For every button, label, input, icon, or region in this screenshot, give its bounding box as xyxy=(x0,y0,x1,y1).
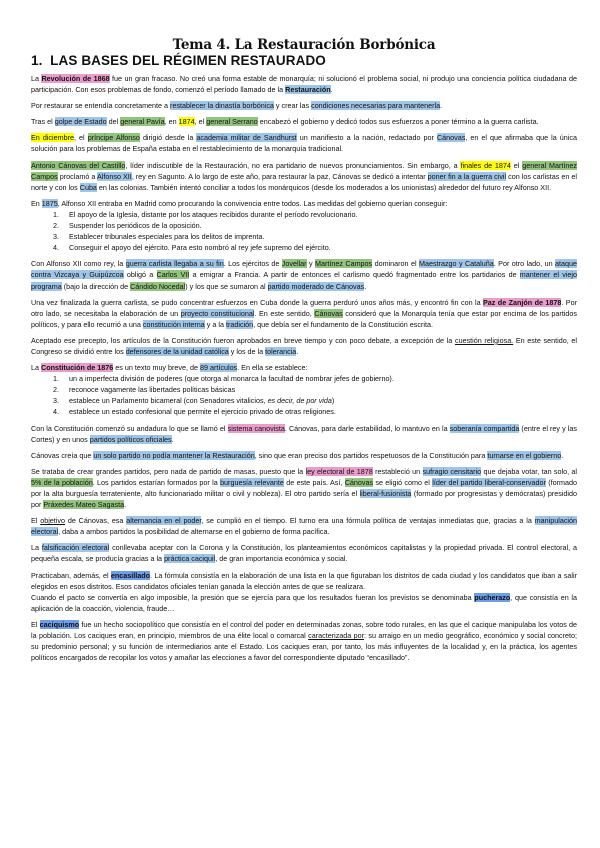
section-title: LAS BASES DEL RÉGIMEN RESTAURADO xyxy=(50,53,326,68)
list-item: 4. establece un estado confesional que permite el ejercicio privado de otras religiones. xyxy=(61,406,577,417)
highlight-condiciones: condiciones necesarias para mantenerla xyxy=(311,101,441,111)
list-item: 3. Establecer tribunales especiales para los delitos de imprenta. xyxy=(61,231,577,242)
highlight-dinastia: restablecer la dinastía borbónica xyxy=(170,101,274,111)
paragraph-golpe: Tras el golpe de Estado del general Pavía, en 1874, el general Serrano encabezó el gobierno y dedicó todos sus esfuerzos a poner término a la guerra carlista. xyxy=(31,117,539,127)
highlight-sufragio-censitario: sufragio censitario xyxy=(422,466,482,476)
highlight-antonio-canovas: Antonio Cánovas del Castillo xyxy=(31,160,126,170)
highlight-caciquismo: caciquismo xyxy=(39,619,80,629)
highlight-sistema-canovista: sistema canovista xyxy=(227,423,285,433)
paragraph-partidos: Se trataba de crear grandes partidos, pero nada de partido de masas, puesto que la ley electoral de 1878 restableció un sufragio censitario que dejaba votar, tan solo, al 5% de la población. Los partidos estarían formados por la burguesía relevante de este país. Así, Cánovas se eligió como el líder del partido liberal-conservador (formado por la alta burguesía terrateniente, alto funcionariado militar o civil y nobleza). El otro partido sería el liberal-fusionista (formado por progresistas y demócratas) presidido por Práxedes Mateo Sagasta. xyxy=(31,466,577,510)
underline-cuestion-religiosa: cuestión religiosa. xyxy=(454,335,514,345)
highlight-golpe-estado: golpe de Estado xyxy=(54,117,107,127)
highlight-revolucion-1868: Revolución de 1868 xyxy=(41,74,110,83)
list-item: 1. un a imperfecta división de poderes (que otorga al monarca la facultad de nombrar jefes de gobierno). xyxy=(61,373,577,384)
highlight-burguesia: burguesía relevante xyxy=(220,477,284,487)
paragraph-revolucion: La Revolución de 1868 fue un gran fracaso. No creó una forma estable de monarquía; ni solucionó el problema social, ni produjo una conciencia política ciudadana de participación. Con esos problemas de fondo, comenzó el período llamado de la Restauración. xyxy=(31,74,577,95)
section-heading xyxy=(31,53,577,69)
highlight-canovas-2: Cánovas xyxy=(314,308,343,318)
paragraph-turno: Cánovas creía que un solo partido no podía mantener la Restauración, sino que eran preciso dos partidos respetuosos de la Constitución para turnarse en el gobierno. xyxy=(31,450,564,460)
highlight-viejo-programa: mantener el viejo programa xyxy=(31,270,577,291)
highlight-candido-nocedal: Cándido Nocedal xyxy=(130,281,186,291)
document-page xyxy=(31,37,577,668)
paragraph-1875: En 1875, Alfonso XII entraba en Madrid como procurando la convivencia entre todos. Las medidas del gobierno querían conseguir: xyxy=(31,198,448,208)
highlight-encasillado: encasillado xyxy=(110,570,151,580)
highlight-ataque-vizcaya: ataque contra Vizcaya y Guipúzcoa xyxy=(31,259,577,280)
list-item: 1. El apoyo de la Iglesia, distante por los ataques recibidos durante el período revolucionario. xyxy=(61,209,577,220)
highlight-finales-1874: finales de 1874 xyxy=(460,160,511,170)
underline-caracterizada: caracterizada por xyxy=(308,631,365,641)
highlight-cuba: Cuba xyxy=(79,182,97,192)
highlight-paz-zanjon: Paz de Zanjón de 1878 xyxy=(483,297,562,307)
paragraph-cuestion-religiosa: Aceptado ese precepto, los artículos de la Constitución fueron aprobados en breve tiempo y con poco debate, a excepción de la cuestión religiosa. En este sentido, el Congreso se dividió entre los defensores de la unidad católica y los de la tolerancia. xyxy=(31,335,577,356)
list-medidas xyxy=(31,209,577,253)
highlight-maestrazgo: Maestrazgo y Cataluña xyxy=(418,259,494,269)
highlight-sagasta: Práxedes Mateo Sagasta xyxy=(43,500,125,510)
highlight-constitucion-interna: constitución interna xyxy=(142,319,205,329)
paragraph-zanjon: Una vez finalizada la guerra carlista, se pudo concentrar esfuerzos en Cuba donde la guerra perduró unos años más, y encontró fin con la Paz de Zanjón de 1878. Por otro lado, se necesitaba la elaboración de un proyecto constitucional. En este sentido, Cánovas consideró que la Monarquía tenía que estar por encima de los partidos políticos, y para ello recurrió a una constitución interna y a la tradición, que debía ser el fundamento de la Constitución escrita. xyxy=(31,297,577,329)
highlight-manipulacion: manipulación electoral xyxy=(31,516,578,537)
highlight-tradicion: tradición xyxy=(226,319,254,329)
highlight-canovas: Cánovas xyxy=(436,133,466,143)
list-item: 3. establece un Parlamento bicameral (con Senadores vitalicios, es decir, de por vida) xyxy=(61,395,577,406)
document-title: Tema 4. La Restauración Borbónica xyxy=(172,37,436,53)
list-item: 4. Conseguir el apoyo del ejército. Para esto nombró al rey jefe supremo del ejército. xyxy=(61,242,577,253)
highlight-soberania-compartida: soberanía compartida xyxy=(449,423,520,433)
highlight-1875: 1875 xyxy=(41,198,58,208)
highlight-alfonso-xii: Alfonso XII xyxy=(97,171,132,181)
highlight-partido-moderado: partido moderado de Cánovas xyxy=(267,281,365,291)
highlight-89-articulos: 89 artículos xyxy=(200,363,238,373)
highlight-unidad-catolica: defensores de la unidad católica xyxy=(125,346,229,356)
highlight-ley-electoral-1878: ley electoral de 1878 xyxy=(305,466,373,476)
paragraph-encasillado: Practicaban, además, el encasillado. La fórmula consistía en la elaboración de una lista en la que figuraban los distritos de cada ciudad y los candidatos que iban a salir elegidos en esos distritos. Esos candidatos oficiales tenían ganada la elección antes de que se realizara. xyxy=(31,570,577,591)
highlight-liberal-conservador: líder del partido liberal-conservador xyxy=(432,477,546,487)
highlight-general-serrano: general Serrano xyxy=(206,117,258,127)
section-number: 1. xyxy=(31,53,43,68)
highlight-general-pavia: general Pavía xyxy=(120,117,165,127)
list-constitucion xyxy=(31,373,577,417)
highlight-guerra-civil: poner fin a la guerra civil xyxy=(427,171,507,181)
paragraph-canovas: Antonio Cánovas del Castillo, líder indiscutible de la Restauración, no era partidario de nuevos pronunciamientos. Sin embargo, a finales de 1874 el general Martínez Campos proclamó a Alfonso XII, rey en Sagunto. A lo largo de este año, para restaurar la paz, Cánovas se dedicó a intentar poner fin a la guerra civil con los carlistas en el norte y con los Cuba en las colonias. También intentó conciliar a todos los monárquicos (desde los moderados a los unionistas) alrededor del futuro rey Alfonso XII. xyxy=(31,160,578,192)
paragraph-manifiesto: En diciembre, el príncipe Alfonso dirigió desde la academia militar de Sandhurst un manifiesto a la nación, redactado por Cánovas, en el que afirmaba que la única solución para los problemas de España estaba en el restablecimiento de la monarquía tradicional. xyxy=(31,133,577,154)
underline-objetivo: objetivo xyxy=(40,516,65,526)
highlight-un-solo-partido: un solo partido no podía mantener la Restauración xyxy=(93,450,255,460)
highlight-pucherazo: pucherazo xyxy=(474,592,511,602)
highlight-partidos-oficiales: partidos políticos oficiales xyxy=(89,434,172,444)
highlight-proyecto-constitucional: proyecto constitucional xyxy=(180,308,255,318)
paragraph-falsificacion: La falsificación electoral conllevaba aceptar con la Corona y la Constitución, los planteamientos económicos capitalistas y la propiedad privada. El control electoral, a pequeña escala, se producía gracias a la práctica caciquil, de gran importancia económica y social. xyxy=(31,543,577,564)
list-item: 2. Suspender los periódicos de la oposición. xyxy=(61,220,577,231)
highlight-tolerancia: tolerancia xyxy=(265,346,297,356)
highlight-turnarse: turnarse en el gobierno xyxy=(487,450,562,460)
paragraph-pucherazo: Cuando el pacto se convertía en algo imposible, la presión que se ejercía para que los resultados fueran los previstos se denominaba pucherazo, que consistía en la aplicación de la coacción, violencia, fraude… xyxy=(31,592,577,613)
highlight-alternancia: alternancia en el poder xyxy=(126,516,202,526)
paragraph-caciquismo: El caciquismo fue un hecho sociopolítico que consistía en el control del poder en determinadas zonas, sobre todo rurales, en las que el cacique manipulaba los votos de la población. Los caciques eran, en principio, miembros de una élite local o comarcal caracterizada por: su arraigo en un medio geográfico, económico y social concreto; su predominio personal; y su función de intermediarios ante el Estado. Los caciques eran, por tanto, los más influyentes de la localidad y, en la práctica, los agentes políticos encargados de recopilar los votos y amañar las elecciones a favor del correspondiente diputado “encasillado”. xyxy=(31,619,578,663)
highlight-sandhurst: academia militar de Sandhurst xyxy=(196,133,297,143)
highlight-restauracion: Restauración xyxy=(285,85,331,95)
highlight-5-porciento: 5% de la población xyxy=(31,477,93,487)
highlight-guerra-fin: guerra carlista llegaba a su fin xyxy=(125,259,224,269)
list-item: 2. reconoce vagamente las libertades políticas básicas xyxy=(61,384,577,395)
highlight-martinez-campos: general Martínez Campos xyxy=(31,160,577,181)
highlight-constitucion-1876: Constitución de 1876 xyxy=(41,363,114,373)
highlight-martinez-campos-2: Martínez Campos xyxy=(315,259,373,269)
paragraph-alternancia: El objetivo de Cánovas, esa alternancia en el poder, se cumplió en el tiempo. El turno era una fórmula política de ventajas inmediatas que, gracias a la manipulación electoral, daba a ambos partidos la posibilidad de alternarse en el gobierno de forma pacífica. xyxy=(31,516,578,537)
highlight-falsificacion: falsificación electoral xyxy=(41,543,110,553)
highlight-en-diciembre: En diciembre xyxy=(31,133,74,143)
highlight-jovellar: Jovellar xyxy=(281,259,307,269)
highlight-1874: 1874 xyxy=(178,117,195,127)
highlight-canovas-3: Cánovas xyxy=(344,477,374,487)
highlight-liberal-fusionista: liberal-fusionista xyxy=(359,489,412,498)
paragraph-fin-guerra: Con Alfonso XII como rey, la guerra carlista llegaba a su fin. Los ejércitos de Jovellar y Martínez Campos dominaron el Maestrazgo y Cataluña. Por otro lado, un ataque contra Vizcaya y Guipúzcoa obligó a Carlos VII a emigrar a Francia. A partir de entonces el carlismo quedó fragmentado entre los partidarios de mantener el viejo programa (bajo la dirección de Cándido Nocedal) y los que se sumaron al partido moderado de Cánovas. xyxy=(31,259,577,291)
paragraph-sistema-canovista: Con la Constitución comenzó su andadura lo que se llamó el sistema canovista. Cánovas, para darle estabilidad, lo mantuvo en la soberanía compartida (entre el rey y las Cortes) y en unos partidos políticos oficiales. xyxy=(31,423,578,444)
highlight-practica-caciquil: práctica caciquil xyxy=(164,554,216,564)
paragraph-restaurar: Por restaurar se entendía concretamente a restablecer la dinastía borbónica y crear las condiciones necesarias para mantenerla. xyxy=(31,101,443,111)
highlight-principe-alfonso: príncipe Alfonso xyxy=(87,133,140,143)
paragraph-constitucion-1876: La Constitución de 1876 es un texto muy breve, de 89 artículos. En ella se establece: xyxy=(31,363,308,373)
highlight-carlos-vii: Carlos VII xyxy=(156,270,190,280)
